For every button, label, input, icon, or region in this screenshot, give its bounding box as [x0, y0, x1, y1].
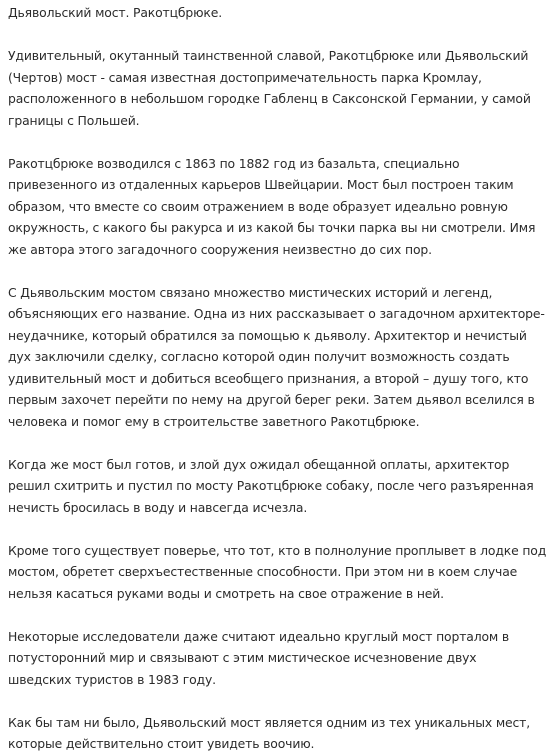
paragraph-gap — [8, 432, 548, 454]
paragraph-line: Кроме того существует поверье, что тот, кто в полнолуние проплывет в лодке под — [8, 542, 547, 558]
paragraph-line: границы с Польшей. — [8, 112, 140, 128]
paragraph-gap — [8, 518, 548, 540]
paragraph-line: же автора этого загадочного сооружения неизвестно до сих пор. — [8, 241, 432, 257]
paragraph-line: Ракотцбрюке возводился с 1863 по 1882 год из базальта, специально — [8, 155, 460, 171]
paragraph-gap — [8, 604, 548, 626]
paragraph-line: С Дьявольским мостом связано множество мистических историй и легенд, — [8, 284, 493, 300]
paragraph-line: дух заключили сделку, согласно которой один получит возможность создать — [8, 349, 510, 364]
paragraph-gap — [8, 690, 548, 712]
paragraph-4 — [8, 454, 548, 519]
paragraph-line: образом, что вместе со своим отражением в воде образует идеально ровную — [8, 198, 508, 214]
post-title — [8, 2, 548, 24]
paragraph-line: (Чертов) мост - самая известная достопримечательность парка Кромлау, — [8, 69, 482, 85]
paragraph-gap — [8, 131, 548, 153]
paragraph-line: Как бы там ни было, Дьявольский мост является одним из тех уникальных мест, — [8, 714, 531, 730]
paragraph-line: объясняющих его название. Одна из них рассказывает о загадочном архитекторе- — [8, 306, 545, 321]
paragraph-gap — [8, 260, 548, 282]
paragraph-line: нечисть бросилась в воду и навсегда исчезла. — [8, 499, 308, 515]
paragraph-gap — [8, 24, 548, 46]
paragraph-line: нельзя касаться руками воды и смотреть на свое отражение в ней. — [8, 585, 444, 601]
paragraph-7 — [8, 712, 548, 755]
paragraph-line: Когда же мост был готов, и злой дух ожидал обещанной оплаты, архитектор — [8, 456, 510, 472]
paragraph-line: удивительный мост и добиться всеобщего признания, а второй – душу того, кто — [8, 370, 529, 386]
post-title-text: Дьявольский мост. Ракотцбрюке. — [8, 5, 222, 20]
paragraph-line: первым захочет перейти по нему на другой берег реки. Затем дьявол вселился в — [8, 392, 535, 407]
paragraph-3 — [8, 282, 548, 433]
paragraph-2 — [8, 153, 548, 261]
paragraph-line: потусторонний мир и связывают с этим мистическое исчезновение двух — [8, 650, 477, 665]
paragraph-line: решил схитрить и пустил по мосту Ракотцбрюке собаку, после чего разъяренная — [8, 478, 534, 493]
paragraph-line: которые действительно стоит увидеть воочию. — [8, 736, 315, 751]
paragraph-5 — [8, 540, 548, 605]
paragraph-line: человека и помог ему в строительстве заветного Ракотцбрюке. — [8, 413, 420, 429]
paragraph-1 — [8, 45, 548, 131]
paragraph-line: Удивительный, окутанный таинственной славой, Ракотцбрюке или Дьявольский — [8, 48, 529, 63]
paragraph-6 — [8, 626, 548, 691]
paragraph-line: неудачнике, который обратился за помощью к дьяволу. Архитектор и нечистый — [8, 327, 527, 343]
paragraph-line: мостом, обретет сверхъестественные способности. При этом ни в коем случае — [8, 564, 518, 579]
paragraph-line: Некоторые исследователи даже считают идеально круглый мост порталом в — [8, 628, 510, 644]
paragraph-line: привезенного из отдаленных карьеров Швейцарии. Мост был построен таким — [8, 177, 514, 192]
paragraph-line: шведских туристов в 1983 году. — [8, 671, 216, 687]
paragraph-line: расположенного в небольшом городке Габленц в Саксонской Германии, у самой — [8, 91, 531, 106]
post-body — [8, 2, 548, 755]
paragraph-line: окружность, с какого бы ракурса и из какой бы точки парка вы ни смотрели. Имя — [8, 220, 536, 235]
